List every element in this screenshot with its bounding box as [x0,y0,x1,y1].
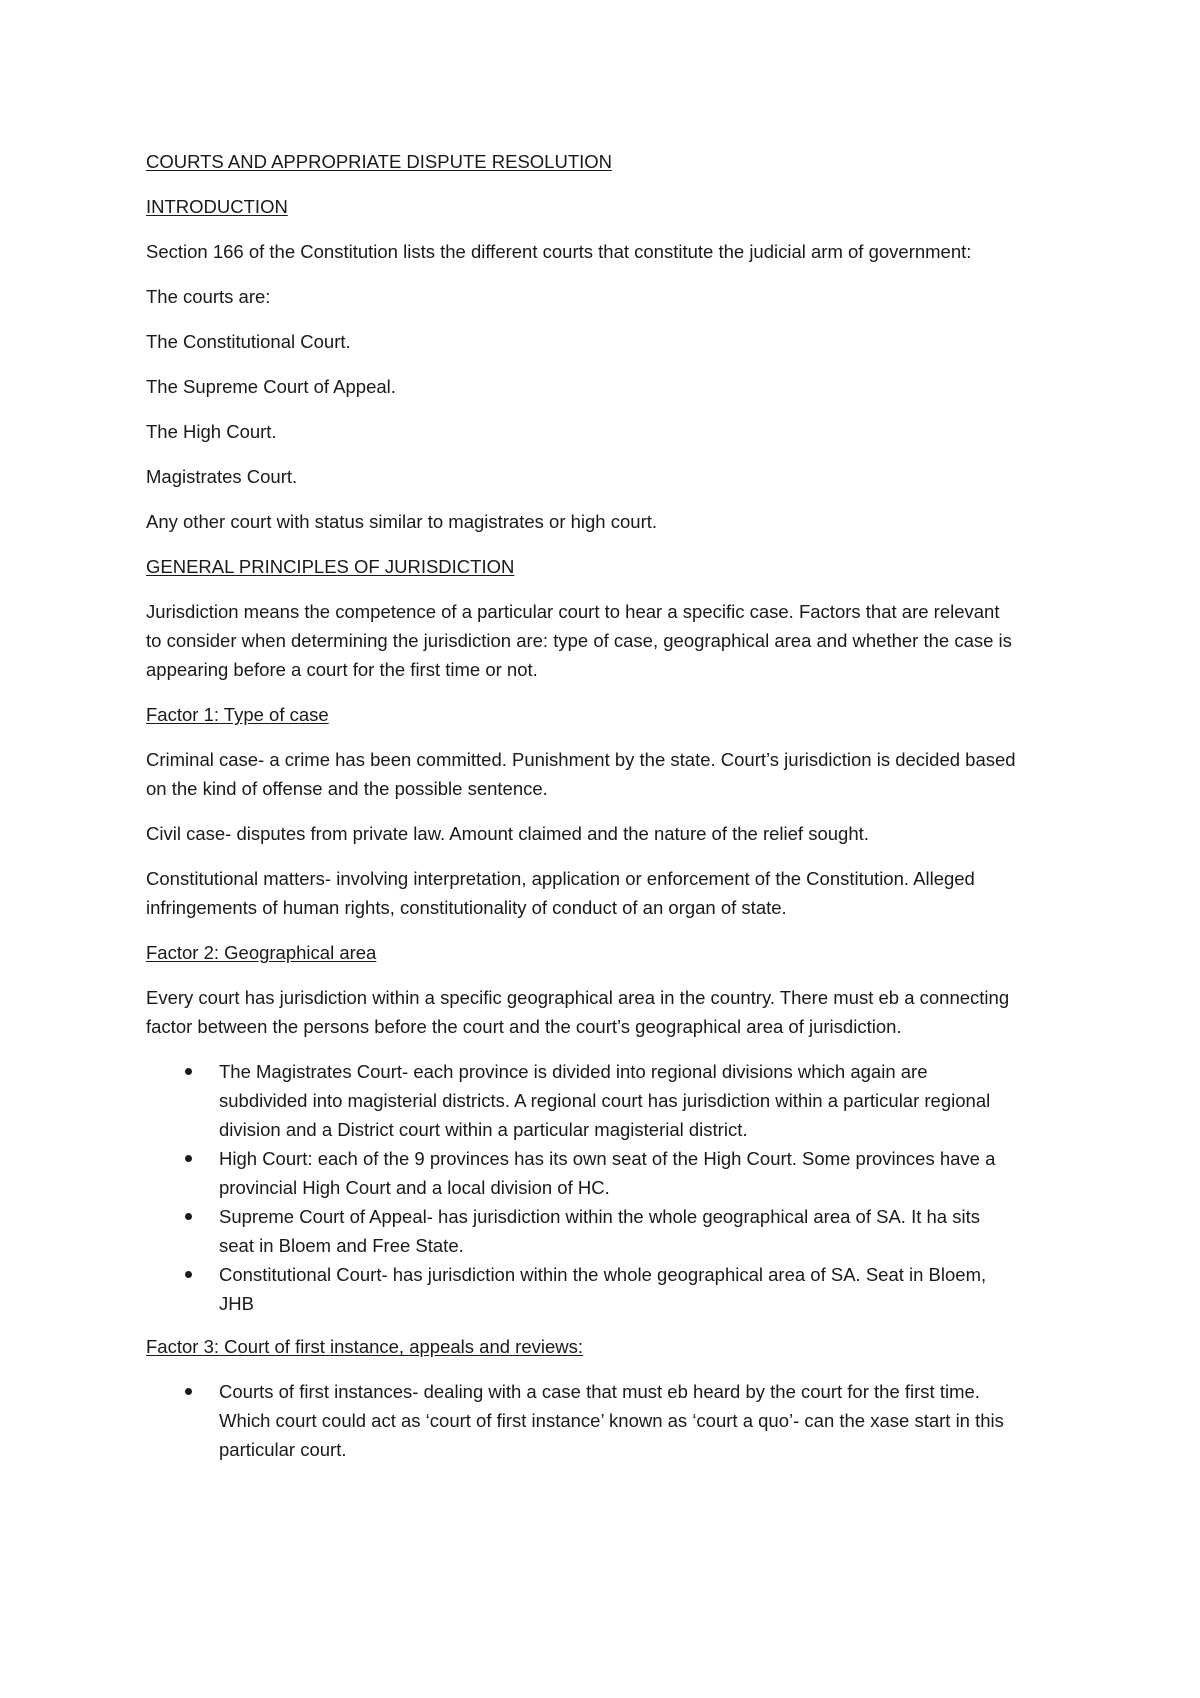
factor1-paragraph: Criminal case- a crime has been committed. Punishment by the state. Court’s jurisdiction is decided based on the kind of offense and the possible sentence. [146,749,1016,799]
list-item-text: The Magistrates Court- each province is divided into regional divisions which again are subdivided into magisterial districts. A regional court has jurisdiction within a particular regional division and a District court within a particular magisterial district. [219,1061,991,1140]
court-item: The Constitutional Court. [146,331,351,352]
court-item: The High Court. [146,421,277,442]
bullet-icon [185,1388,192,1395]
bullet-icon [185,1155,192,1162]
factor2-bullet-list [146,1057,1016,1318]
courts-intro: The courts are: [146,286,271,307]
document-title: COURTS AND APPROPRIATE DISPUTE RESOLUTION [146,151,613,172]
list-item [146,1260,1016,1318]
list-item-text: Courts of first instances- dealing with a case that must eb heard by the court for the first time. Which court could act as ‘court of first instance’ known as ‘court a quo’- can the xase start in this particular court. [219,1381,1004,1460]
factor3-heading: Factor 3: Court of first instance, appeals and reviews: [146,1336,584,1357]
list-item [146,1202,1016,1260]
list-item [146,1057,1016,1144]
court-item: The Supreme Court of Appeal. [146,376,396,397]
general-principles-paragraph: Jurisdiction means the competence of a particular court to hear a specific case. Factors that are relevant to consider when determining the jurisdiction are: type of case, geographical area and whether the case is appearing before a court for the first time or not. [146,601,1012,680]
factor1-paragraph: Civil case- disputes from private law. Amount claimed and the nature of the relief sought. [146,823,869,844]
general-principles-heading: GENERAL PRINCIPLES OF JURISDICTION [146,556,515,577]
list-item-text: High Court: each of the 9 provinces has its own seat of the High Court. Some provinces have a provincial High Court and a local division of HC. [219,1148,996,1198]
bullet-icon [185,1271,192,1278]
list-item-text: Constitutional Court- has jurisdiction within the whole geographical area of SA. Seat in Bloem, JHB [219,1264,987,1314]
factor2-paragraph: Every court has jurisdiction within a specific geographical area in the country. There must eb a connecting factor between the persons before the court and the court’s geographical area of jurisdiction. [146,987,1010,1037]
list-item-text: Supreme Court of Appeal- has jurisdiction within the whole geographical area of SA. It ha sits seat in Bloem and Free State. [219,1206,980,1256]
factor1-heading: Factor 1: Type of case [146,704,329,725]
introduction-heading: INTRODUCTION [146,196,288,217]
introduction-paragraph: Section 166 of the Constitution lists the different courts that constitute the judicial arm of government: [146,241,972,262]
factor2-heading: Factor 2: Geographical area [146,942,377,963]
court-item: Any other court with status similar to magistrates or high court. [146,511,658,532]
list-item [146,1144,1016,1202]
bullet-icon [185,1068,192,1075]
factor1-paragraph: Constitutional matters- involving interpretation, application or enforcement of the Constitution. Alleged infringements of human rights, constitutionality of conduct of an organ of state. [146,868,975,918]
factor3-bullet-list [146,1377,1016,1464]
court-item: Magistrates Court. [146,466,298,487]
list-item [146,1377,1016,1464]
bullet-icon [185,1213,192,1220]
